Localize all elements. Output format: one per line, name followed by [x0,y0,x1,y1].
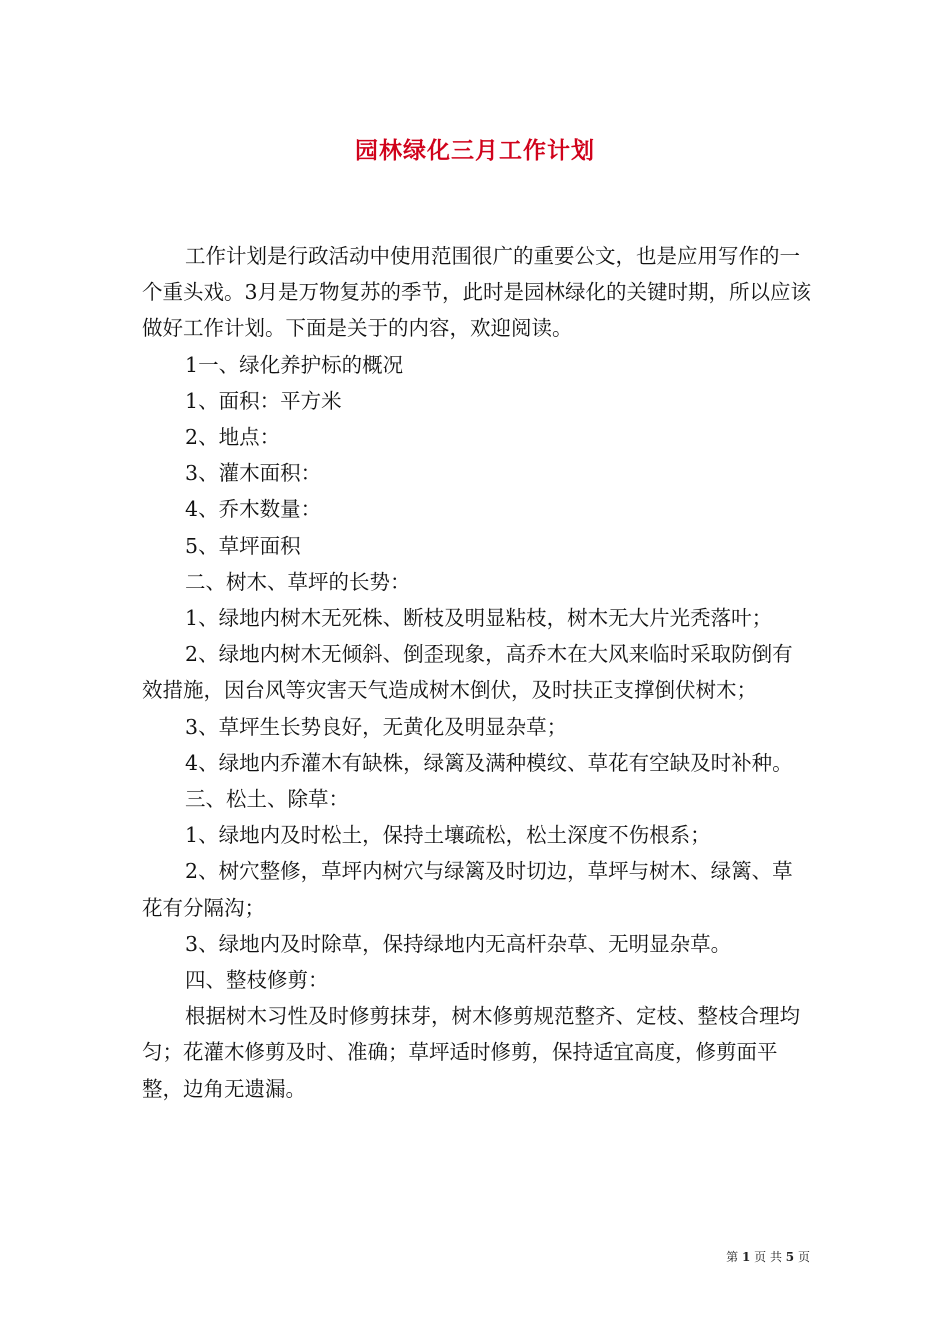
paragraph: 4、乔木数量： [185,497,322,522]
paragraph: 四、整枝修剪： [185,968,329,993]
paragraph: 1、绿地内及时松土，保持土壤疏松，松土深度不伤根系； [185,823,711,848]
paragraph: 3、灌木面积： [185,461,322,486]
paragraph: 3、草坪生长势良好，无黄化及明显杂草； [185,714,568,739]
paragraph: 3、绿地内及时除草，保持绿地内无高杆杂草、无明显杂草。 [185,931,732,956]
paragraph: 工作计划是行政活动中使用范围很广的重要公文，也是应用写作的一个重头戏。3月是万物复苏的季节，此时是园林绿化的关键时期，所以应该做好工作计划。下面是关于的内容，欢迎阅读。 [142,244,812,341]
document-body [142,238,812,1107]
paragraph: 二、树木、草坪的长势： [185,569,411,594]
paragraph: 4、绿地内乔灌木有缺株，绿篱及满种模纹、草花有空缺及时补种。 [185,750,793,775]
current-page-number: 1 [741,1250,751,1264]
footer-middle: 页 共 [754,1250,782,1264]
page-number-footer [680,1248,810,1265]
paragraph: 1、绿地内树木无死株、断枝及明显粘枝，树木无大片光秃落叶； [185,606,773,631]
footer-suffix: 页 [797,1250,810,1264]
paragraph: 三、松土、除草： [185,787,350,812]
paragraph: 1一、绿化养护标的概况 [185,352,404,377]
paragraph: 2、树穴整修，草坪内树穴与绿篱及时切边，草坪与树木、绿篱、草花有分隔沟； [142,859,793,920]
footer-prefix: 第 [726,1250,739,1264]
paragraph: 5、草坪面积 [185,533,301,558]
paragraph: 2、地点： [185,425,281,450]
document-title: 园林绿化三月工作计划 [355,138,595,164]
paragraph: 2、绿地内树木无倾斜、倒歪现象，高乔木在大风来临时采取防倒有效措施，因台风等灾害天气造成树木倒伏，及时扶正支撑倒伏树木； [142,642,793,703]
paragraph: 1、面积：平方米 [185,388,342,413]
total-pages-number: 5 [785,1250,795,1264]
paragraph: 根据树木习性及时修剪抹芽，树木修剪规范整齐、定枝、整枝合理均匀；花灌木修剪及时、准确；草坪适时修剪，保持适宜高度，修剪面平整，边角无遗漏。 [142,1004,801,1101]
